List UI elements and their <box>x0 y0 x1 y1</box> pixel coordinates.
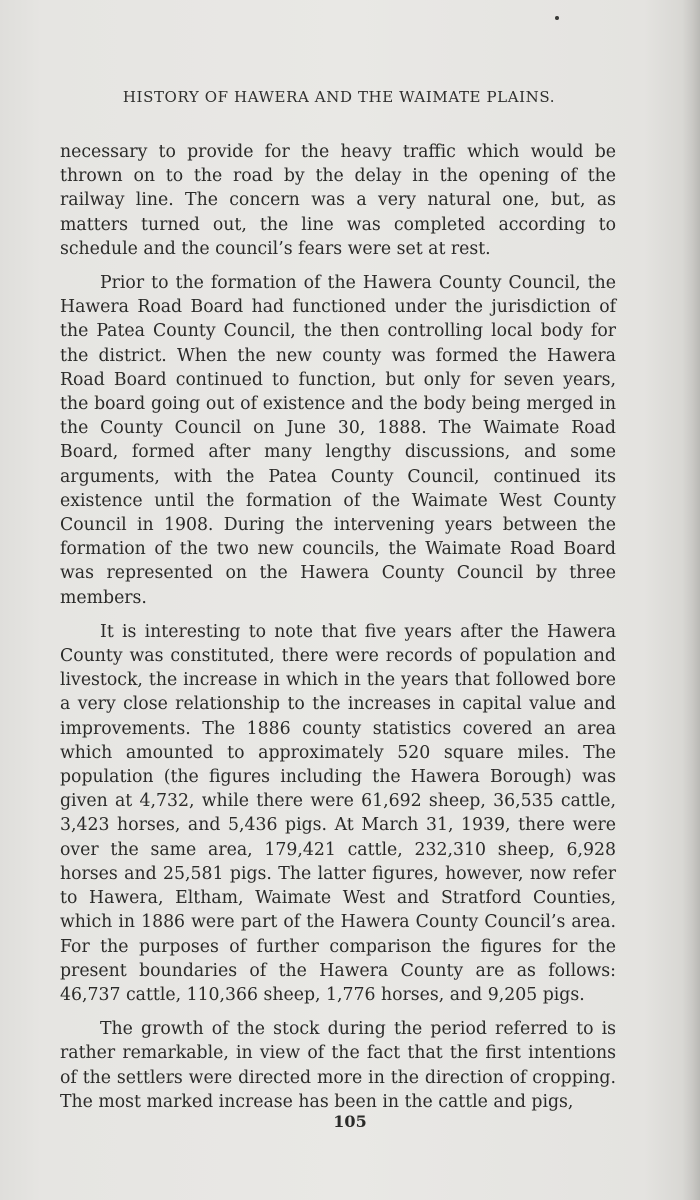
paragraph-road-boards: Prior to the formation of the Hawera County Council, the Hawera Road Board had functioned under the jurisdiction of the Patea County Council, the then controlling local body for the district. When the new county was formed the Hawera Road Board continued to function, but only for seven years, the board going out of existence and the body being merged in the County Council on June 30, 1888. The Waimate Road Board, formed after many lengthy discussions, and some arguments, with the Patea County Council, continued its existence until the formation of the Waimate West County Council in 1908. During the intervening years between the formation of the two new councils, the Waimate Road Board was represented on the Hawera County Council by three members. <box>60 273 616 608</box>
running-head: HISTORY OF HAWERA AND THE WAIMATE PLAINS. <box>122 88 556 106</box>
page-number: 105 <box>333 1112 367 1131</box>
paragraph-continuation: necessary to provide for the heavy traffic which would be thrown on to the road by the delay in the opening of the railway line. The concern was a very natural one, but, as matters turned out, the line was completed according to schedule and the council’s fears were set at rest. <box>60 142 616 259</box>
ink-speck <box>555 16 559 20</box>
paragraph-statistics: It is interesting to note that five years after the Hawera County was constituted, there were records of population and livestock, the increase in which in the years that followed bore a very close relationship to the increases in capital value and improvements. The 1886 county statistics covered an area which amounted to approximately 520 square miles. The population (the figures including the Hawera Borough) was given at 4,732, while there were 61,692 sheep, 36,535 cattle, 3,423 horses, and 5,436 pigs. At March 31, 1939, there were over the same area, 179,421 cattle, 232,310 sheep, 6,928 horses and 25,581 pigs. The latter figures, however, now refer to Hawera, Eltham, Waimate West and Stratford Counties, which in 1886 were part of the Hawera County Council’s area. For the purposes of further comparison the figures for the present boundaries of the Hawera County are as follows: 46,737 cattle, 110,366 sheep, 1,776 horses, and 9,205 pigs. <box>60 621 616 1005</box>
paragraph-stock-growth: The growth of the stock during the period referred to is rather remarkable, in view of the fact that the first intentions of the settlers were directed more in the direction of cropping. The most marked increase has been in the cattle and pigs, <box>60 1019 616 1112</box>
body-text <box>60 140 616 1124</box>
page-edge-shadow <box>682 0 700 1200</box>
